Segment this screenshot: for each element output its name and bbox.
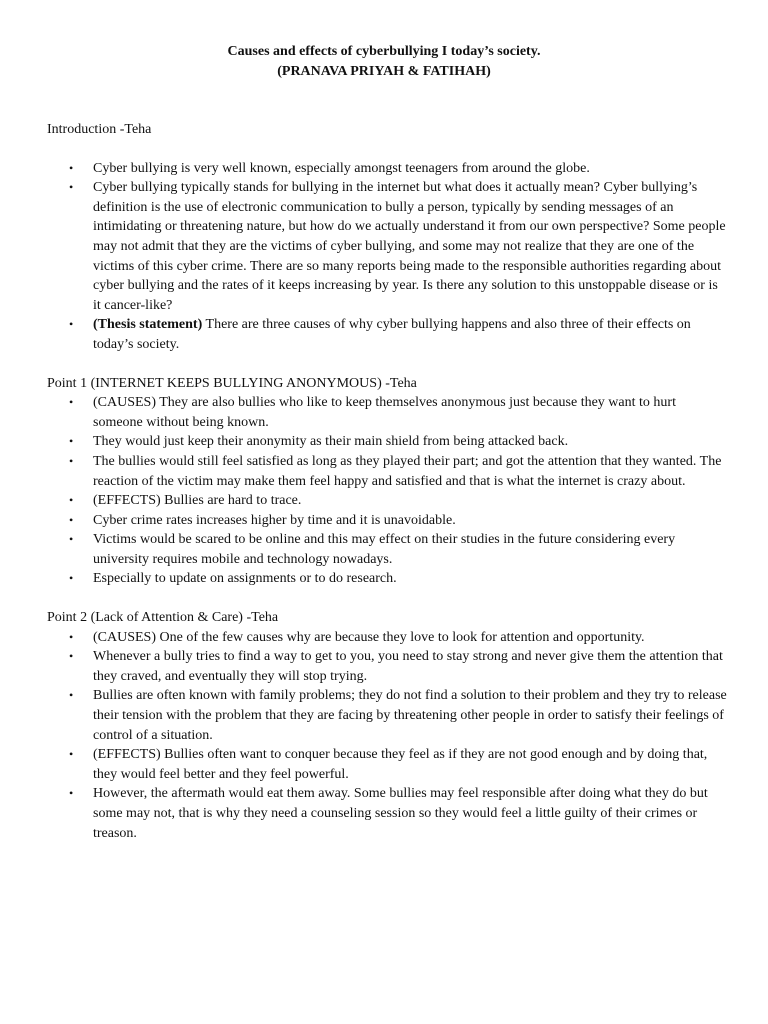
bullet-icon: • <box>69 688 74 703</box>
list-item <box>47 315 727 354</box>
bullet-icon: • <box>69 453 74 468</box>
bullet-icon: • <box>69 512 74 527</box>
title-line-2: (PRANAVA PRIYAH & FATIHAH) <box>277 64 491 79</box>
list-item-text: Bullies are often known with family problems; they do not find a solution to their problem and they try to release their tension with the problem that they are facing by threatening other people in order to satisfy their feelings of control of a situation. <box>93 688 727 743</box>
bullet-icon: • <box>69 160 74 175</box>
list-item <box>47 784 727 843</box>
list-item-text: The bullies would still feel satisfied as long as they played their part; and got the attention that they wanted. The reaction of the victim may make them feel happy and satisfied and that is what the internet is crazy about. <box>93 453 722 489</box>
list-item <box>47 491 727 511</box>
list-item-text: However, the aftermath would eat them away. Some bullies may feel responsible after doing what they do but some may not, that is why they need a counseling session so they would feel a little guilty of their crimes or treason. <box>93 786 708 841</box>
bullet-icon: • <box>69 629 74 644</box>
point2-heading: Point 2 (Lack of Attention & Care) -Teha <box>47 610 279 626</box>
list-item-text: (CAUSES) One of the few causes why are because they love to look for attention and opportunity. <box>93 629 645 645</box>
list-item-text: Whenever a bully tries to find a way to get to you, you need to stay strong and never give them the attention that they craved, and eventually they will stop trying. <box>93 649 723 684</box>
bullet-icon: • <box>69 317 74 332</box>
bullet-icon: • <box>69 395 74 410</box>
list-item <box>47 628 727 648</box>
list-item-text: Victims would be scared to be online and this may effect on their studies in the future considering every university requires mobile and technology nowadays. <box>93 532 676 567</box>
list-item <box>47 159 727 179</box>
list-item <box>47 178 727 315</box>
list-item <box>47 393 727 432</box>
thesis-text: There are three causes of why cyber bullying happens and also three of their effects on today’s society. <box>93 317 691 352</box>
bullet-icon: • <box>69 493 74 508</box>
list-item-text: They would just keep their anonymity as their main shield from being attacked back. <box>93 434 569 450</box>
bullet-icon: • <box>69 786 74 801</box>
list-item <box>47 647 727 686</box>
bullet-icon: • <box>69 180 74 195</box>
list-item-text: Cyber bullying typically stands for bullying in the internet but what does it actually mean? Cyber bullying’s definition is the use of electronic communication to bully a person, typically by sending messages of an intimidating or threatening nature, but how do we actually understand it from our own perspective? Some people may not admit that they are the victims of cyber bullying, and some may not realize that they are one of the victims of this cyber crime. There are so many reports being made to the responsible authorities regarding about cyber bullying and the rates of it keeps increasing by year. Is there any solution to this unstoppable disease or is it cancer-like? <box>93 180 726 313</box>
list-item-text: (CAUSES) They are also bullies who like to keep themselves anonymous just because they want to hurt someone without being known. <box>93 395 676 430</box>
point1-bullet-list <box>47 393 727 589</box>
bullet-icon: • <box>69 747 74 762</box>
list-item <box>47 452 727 491</box>
list-item-text: Especially to update on assignments or to do research. <box>93 571 397 587</box>
point2-bullet-list <box>47 628 727 844</box>
bullet-icon: • <box>69 434 74 449</box>
list-item-text: Cyber bullying is very well known, especially amongst teenagers from around the globe. <box>93 160 590 176</box>
list-item <box>47 511 727 531</box>
bullet-icon: • <box>69 571 74 586</box>
list-item <box>47 745 727 784</box>
list-item <box>47 686 727 745</box>
document-title <box>0 42 768 82</box>
list-item <box>47 569 727 589</box>
list-item <box>47 530 727 569</box>
intro-heading: Introduction -Teha <box>47 122 152 137</box>
list-item <box>47 432 727 452</box>
bullet-icon: • <box>69 532 74 547</box>
intro-bullet-list <box>47 159 727 355</box>
list-item-text: (EFFECTS) Bullies are hard to trace. <box>93 493 302 509</box>
point1-heading: Point 1 (INTERNET KEEPS BULLYING ANONYMOUS) -Teha <box>47 375 417 391</box>
list-item-text: (EFFECTS) Bullies often want to conquer because they feel as if they are not good enough and by doing that, they would feel better and they feel powerful. <box>93 747 708 782</box>
list-item-text: Cyber crime rates increases higher by time and it is unavoidable. <box>93 512 456 528</box>
document-body <box>47 120 727 843</box>
bullet-icon: • <box>69 649 74 664</box>
title-line-1: Causes and effects of cyberbullying I today’s society. <box>227 44 541 59</box>
thesis-label: (Thesis statement) <box>93 317 203 333</box>
